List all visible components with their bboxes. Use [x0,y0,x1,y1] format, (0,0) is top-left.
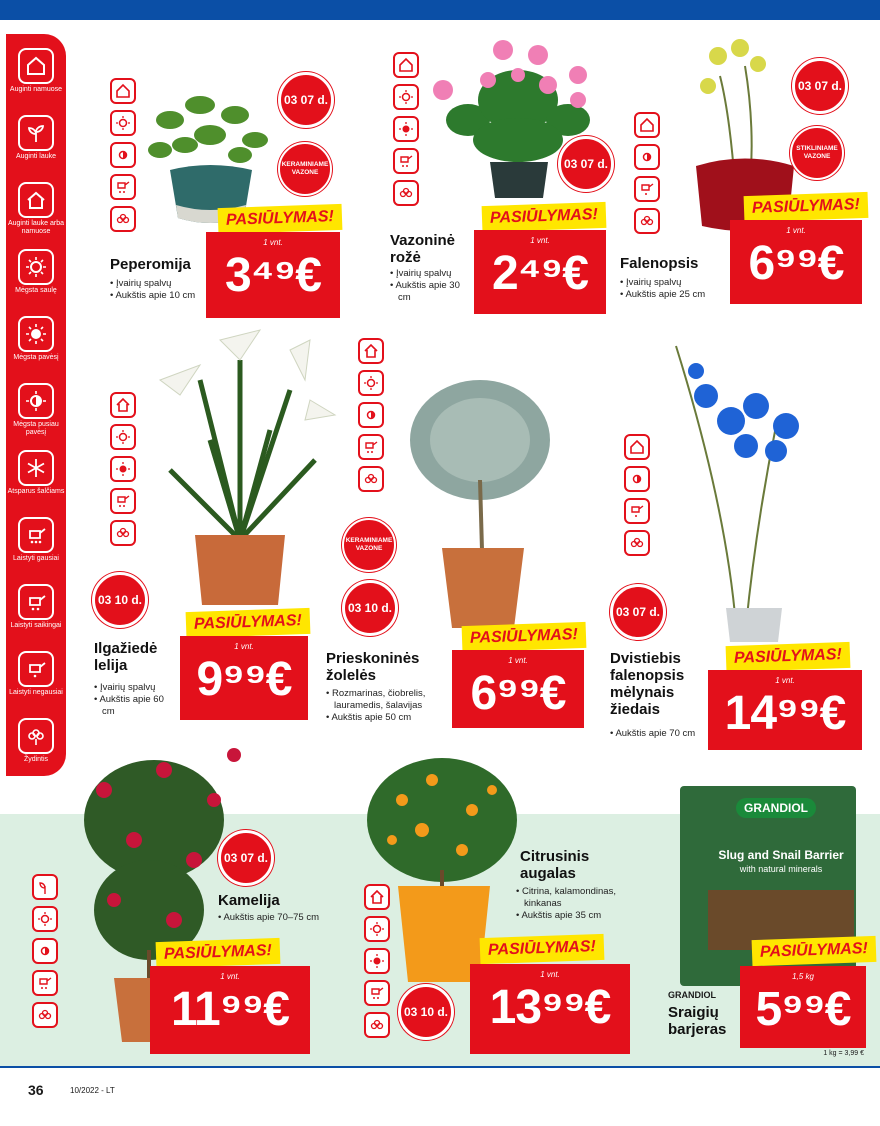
offer-label: PASIŪLYMAS! [156,938,281,968]
offer-label: PASIŪLYMAS! [186,608,311,638]
price-value: 13⁹⁹€ [489,981,611,1034]
date-badge: 03 10 d. [92,572,148,628]
legend-item: Mėgsta pavėsį [6,316,66,383]
price-tag [474,230,606,314]
flower-icon [634,208,660,234]
product-name: Falenopsis [620,255,699,272]
product-description: • Aukštis apie 70–75 cm [218,912,320,923]
watering-moderate-icon [32,970,58,996]
flower-icon [18,718,54,754]
care-icons [110,78,136,232]
price-tag [180,636,308,720]
watering-moderate-icon [110,174,136,200]
flower-icon [358,466,384,492]
price-value: 3⁴⁹€ [225,249,321,302]
half-shade-icon [358,402,384,428]
price-value: 5⁹⁹€ [755,983,851,1036]
date-badge: 03 07 d. [278,72,334,128]
herb-tree-image [400,370,550,630]
date-badge: 03 07 d. [610,584,666,640]
offer-label: PASIŪLYMAS! [462,622,587,652]
half-shade-icon [18,383,54,419]
price-tag [740,966,866,1048]
price-value: 14⁹⁹€ [724,687,846,740]
price-tag [730,220,862,304]
half-shade-icon [110,142,136,168]
watering-moderate-icon [110,488,136,514]
price-unit: 1 vnt. [263,238,283,247]
legend-item: Auginti lauke [6,115,66,182]
sun-icon [110,110,136,136]
offer-label: PASIŪLYMAS! [752,936,877,966]
legend-item: Atsparus šalčiams [6,450,66,517]
shade-icon [393,116,419,142]
price-unit: 1,5 kg [792,972,814,981]
care-icons [358,338,384,492]
price-unit: 1 vnt. [530,236,550,245]
legend-item: Laistyti saikingai [6,584,66,651]
flower-icon [364,1012,390,1038]
indoor-outdoor-icon [358,338,384,364]
watering-moderate-icon [358,434,384,460]
product-name: Citrusinis augalas [520,848,590,882]
price-unit: 1 vnt. [508,656,528,665]
price-value: 11⁹⁹€ [171,983,289,1036]
price-value: 2⁴⁹€ [492,247,588,300]
indoor-outdoor-icon [110,392,136,418]
flower-icon [110,520,136,546]
outdoor-plant-icon [18,115,54,151]
legend-item: Auginti lauke arba namuose [6,182,66,249]
issue-label: 10/2022 - LT [70,1086,115,1095]
sun-icon [110,424,136,450]
watering-heavy-icon [18,517,54,553]
price-tag [150,966,310,1054]
product-description: • Įvairių spalvų • Aukštis apie 30 cm [390,268,460,303]
price-unit: 1 vnt. [786,226,806,235]
sun-icon [18,249,54,285]
date-badge: 03 07 d. [792,58,848,114]
shade-icon [110,456,136,482]
product-name: Ilgažiedė lelija [94,640,158,674]
product-name: Dvistiebis falenopsis mėlynais žiedais [610,650,685,718]
date-badge: 03 07 d. [558,136,614,192]
price-unit: 1 vnt. [775,676,795,685]
price-tag [470,964,630,1054]
snowflake-icon [18,450,54,486]
offer-label: PASIŪLYMAS! [482,202,607,232]
footer-line [0,1066,880,1068]
price-unit: 1 vnt. [234,642,254,651]
legend-item: Mėgsta pusiau pavėsį [6,383,66,450]
price-value: 6⁹⁹€ [470,667,566,720]
package-subtitle: with natural minerals [739,864,823,874]
unit-price: 1 kg = 3,99 € [823,1050,864,1057]
care-legend [6,34,66,776]
care-icons [110,392,136,546]
care-icons [32,874,58,1028]
product-description: • Įvairių spalvų • Aukštis apie 10 cm [110,278,196,301]
sun-icon [32,906,58,932]
price-tag [708,670,862,750]
shade-icon [18,316,54,352]
page-number: 36 [28,1082,44,1098]
house-plant-icon [393,52,419,78]
legend-item: Laistyti gausiai [6,517,66,584]
price-value: 6⁹⁹€ [748,237,844,290]
flower-icon [110,206,136,232]
package-title: Slug and Snail Barrier [718,848,844,862]
price-unit: 1 vnt. [540,970,560,979]
flower-icon [32,1002,58,1028]
flower-icon [393,180,419,206]
watering-moderate-icon [18,584,54,620]
product-description: • Citrina, kalamondinas, kinkanas • Aukštis apie 35 cm [516,886,616,921]
outdoor-plant-icon [32,874,58,900]
legend-item: Žydintis [6,718,66,785]
offer-label: PASIŪLYMAS! [480,934,605,964]
product-name: Prieskoninės žolelės [326,650,420,684]
lily-plant-image [140,320,340,610]
half-shade-icon [634,144,660,170]
watering-light-icon [634,176,660,202]
legend-item: Mėgsta saulę [6,249,66,316]
offer-label: PASIŪLYMAS! [218,204,343,234]
product-description: • Rozmarinas, čiobrelis, lauramedis, šalavijas • Aukštis apie 50 cm [326,688,426,723]
house-plant-icon [634,112,660,138]
half-shade-icon [32,938,58,964]
product-name: Vazoninė rožė [390,232,456,266]
offer-label: PASIŪLYMAS! [726,642,851,672]
product-name: Peperomija [110,256,191,273]
brand-name: GRANDIOL [668,990,716,1000]
product-name: Kamelija [218,892,280,909]
date-badge: 03 07 d. [218,830,274,886]
product-description: • Įvairių spalvų • Aukštis apie 60 cm [94,682,164,717]
sun-icon [358,370,384,396]
ceramic-pot-badge: KERAMINIAME VAZONE [278,142,332,196]
legend-item: Laistyti negausiai [6,651,66,718]
ceramic-pot-badge: KERAMINIAME VAZONE [342,518,396,572]
product-name: Sraigių barjeras [668,1004,727,1038]
watering-moderate-icon [393,148,419,174]
product-description: • Įvairių spalvų • Aukštis apie 25 cm [620,277,706,300]
price-value: 9⁹⁹€ [196,653,292,706]
date-badge: 03 10 d. [398,984,454,1040]
brand-logo: GRANDIOL [736,798,816,818]
care-icons [634,112,660,234]
watering-light-icon [18,651,54,687]
offer-label: PASIŪLYMAS! [744,192,869,222]
product-description: • Aukštis apie 70 cm [610,728,696,739]
sun-icon [393,84,419,110]
care-icons [393,52,419,206]
price-unit: 1 vnt. [220,972,240,981]
date-badge: 03 10 d. [342,580,398,636]
indoor-outdoor-icon [18,182,54,218]
price-tag [452,650,584,728]
legend-item: Auginti namuose [6,48,66,115]
house-plant-icon [110,78,136,104]
top-bar [0,0,880,20]
price-tag [206,232,340,318]
glass-pot-badge: STIKLINIAME VAZONE [790,126,844,180]
house-plant-icon [18,48,54,84]
